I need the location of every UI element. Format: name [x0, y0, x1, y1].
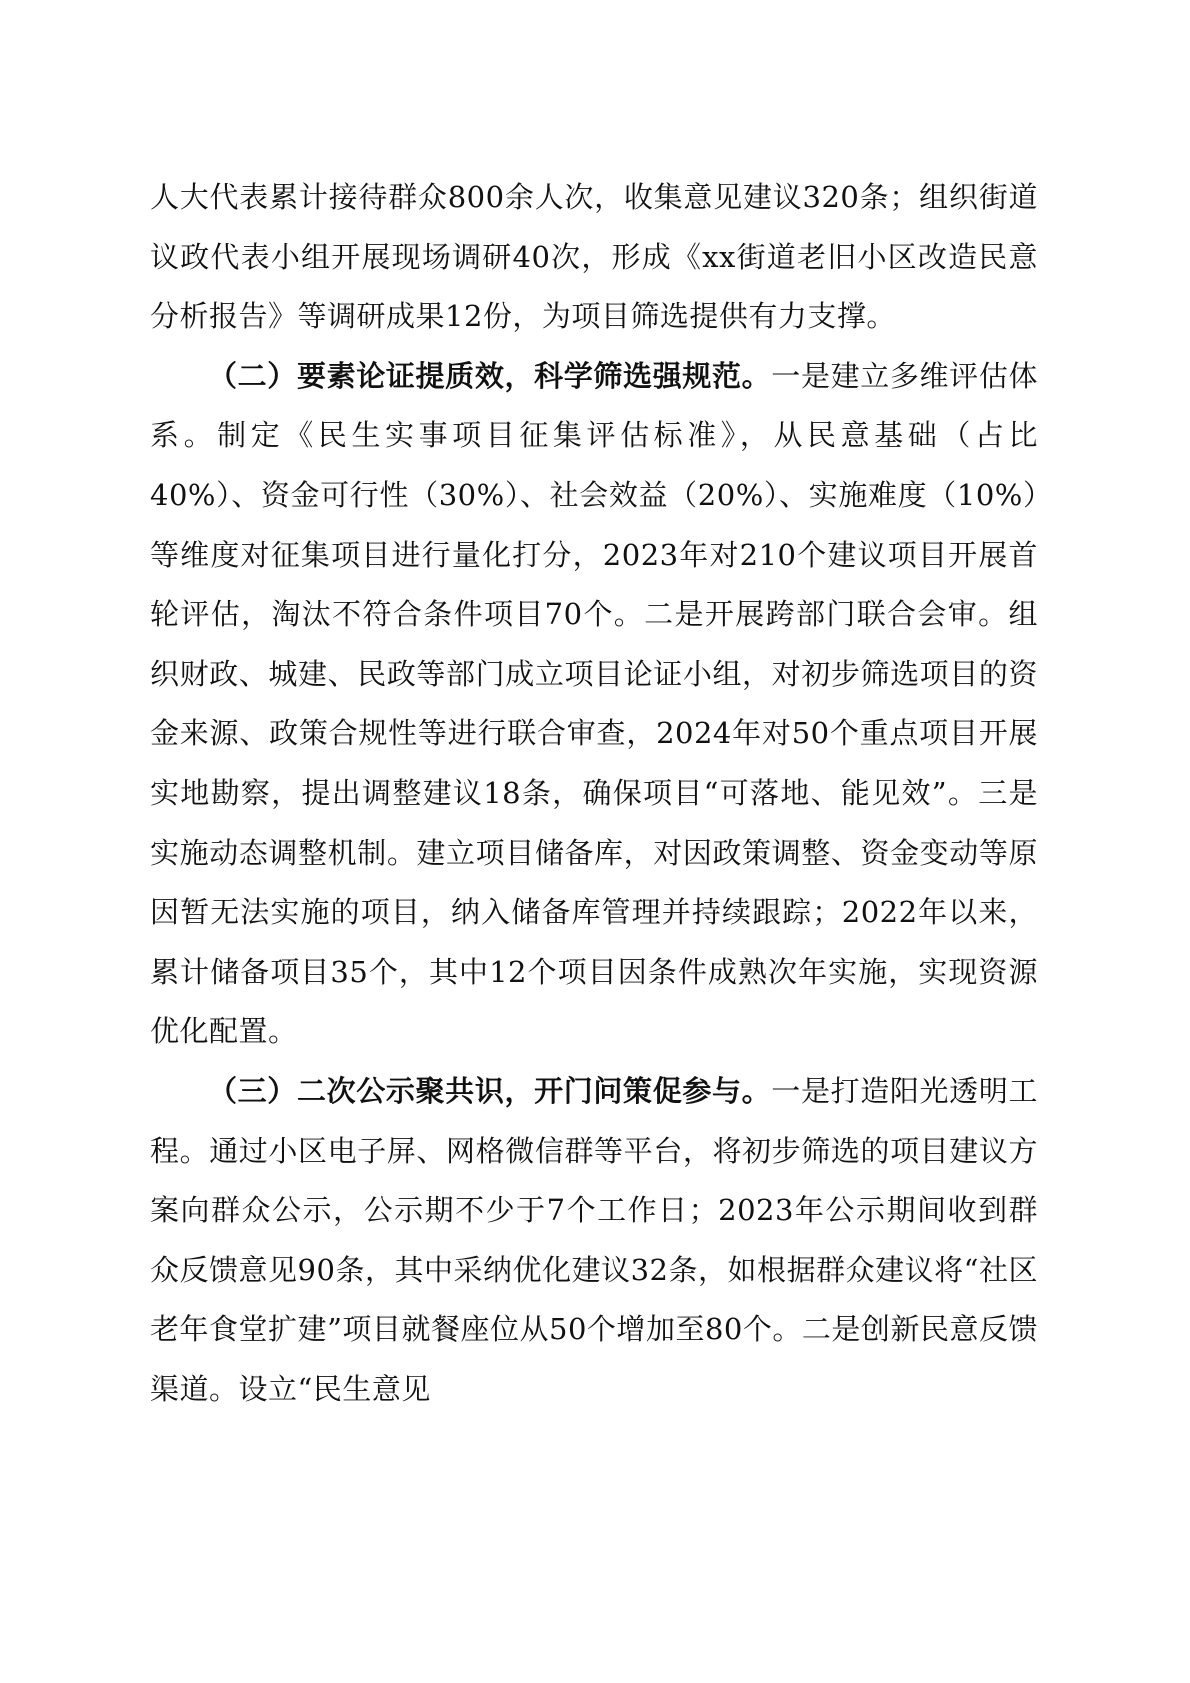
- paragraph-section-2: [150, 347, 1038, 1062]
- section-heading: （三）二次公示聚共识，开门问策促参与。: [208, 1073, 772, 1108]
- document-body: [150, 168, 1038, 1419]
- section-heading: （二）要素论证提质效，科学筛选强规范。: [208, 358, 772, 393]
- paragraph-text: 人大代表累计接待群众800余人次，收集意见建议320条；组织街道议政代表小组开展现场调研40次，形成《xx街道老旧小区改造民意分析报告》等调研成果12份，为项目筛选提供有力支撑。: [150, 180, 1038, 334]
- paragraph-continuation: [150, 168, 1038, 347]
- paragraph-section-3: [150, 1062, 1038, 1420]
- paragraph-text: 一是建立多维评估体系。制定《民生实事项目征集评估标准》，从民意基础（占比40%）、资金可行性（30%）、社会效益（20%）、实施难度（10%）等维度对征集项目进行量化打分，2023年对210个建议项目开展首轮评估，淘汰不符合条件项目70个。二是开展跨部门联合会审。组织财政、城建、民政等部门成立项目论证小组，对初步筛选项目的资金来源、政策合规性等进行联合审查，2024年对50个重点项目开展实地勘察，提出调整建议18条，确保项目“可落地、能见效”。三是实施动态调整机制。建立项目储备库，对因政策调整、资金变动等原因暂无法实施的项目，纳入储备库管理并持续跟踪；2022年以来，累计储备项目35个，其中12个项目因条件成熟次年实施，实现资源优化配置。: [150, 358, 1038, 1049]
- paragraph-text: 一是打造阳光透明工程。通过小区电子屏、网格微信群等平台，将初步筛选的项目建议方案向群众公示，公示期不少于7个工作日；2023年公示期间收到群众反馈意见90条，其中采纳优化建议32条，如根据群众建议将“社区老年食堂扩建”项目就餐座位从50个增加至80个。二是创新民意反馈渠道。设立“民生意见: [150, 1073, 1038, 1406]
